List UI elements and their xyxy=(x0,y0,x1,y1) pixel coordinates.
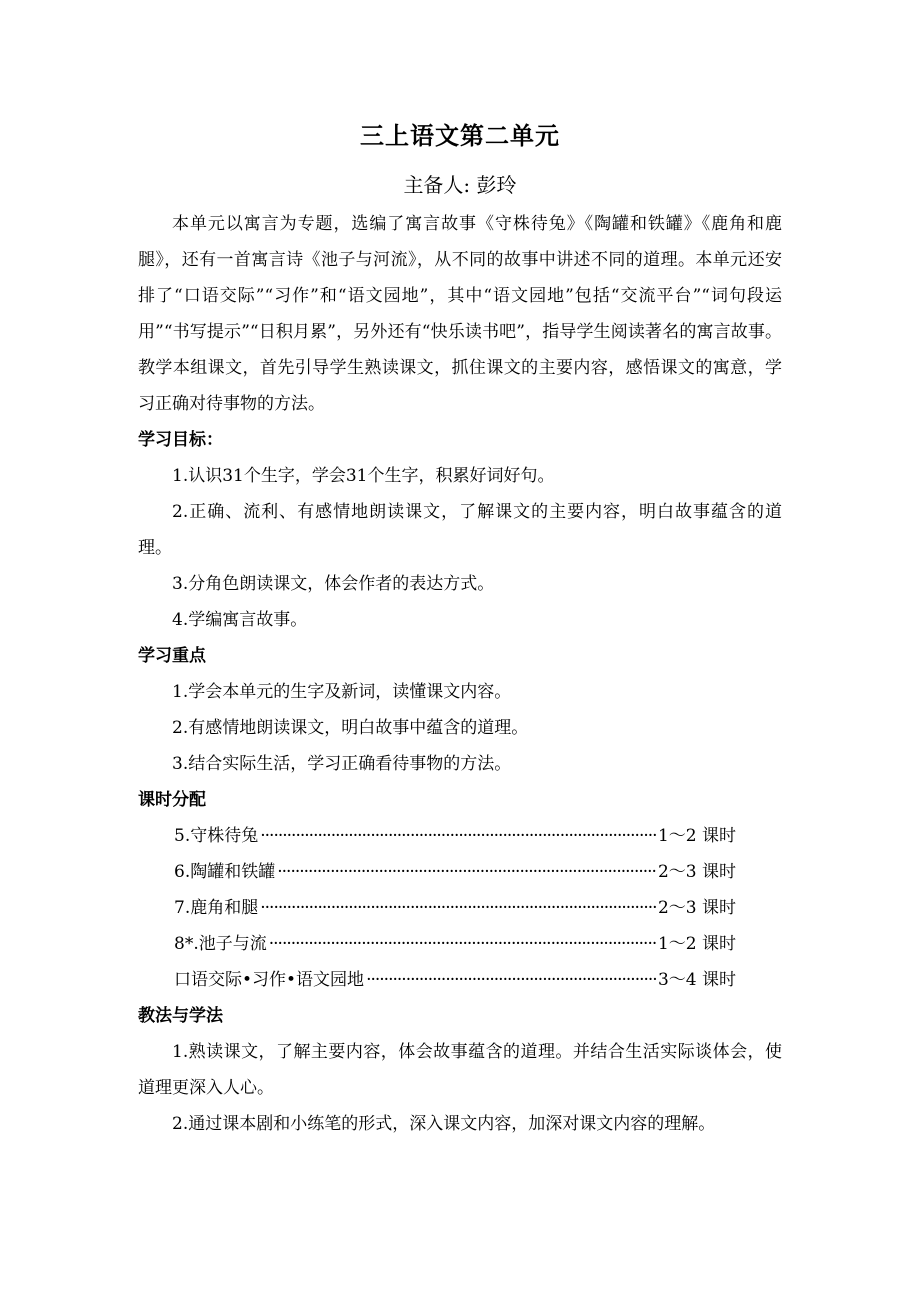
leader-dots xyxy=(277,854,656,890)
schedule-hours: 3～4 课时 xyxy=(657,970,736,990)
key-point-item: 3.结合实际生活，学习正确看待事物的方法。 xyxy=(172,754,512,774)
schedule-hours: 2～3 课时 xyxy=(657,898,736,918)
key-points-heading: 学习重点 xyxy=(138,646,206,666)
methods-heading: 教法与学法 xyxy=(138,1006,223,1026)
schedule-hours: 1～2 课时 xyxy=(657,934,736,954)
schedule-hours: 2～3 课时 xyxy=(657,862,736,882)
schedule-lesson: 5.守株待兔 xyxy=(174,826,259,846)
schedule-lesson: 6.陶罐和铁罐 xyxy=(174,862,276,882)
schedule-row xyxy=(174,818,736,854)
method-item: 2.通过课本剧和小练笔的形式，深入课文内容，加深对课文内容的理解。 xyxy=(172,1114,716,1134)
document-body xyxy=(138,206,782,1142)
schedule-hours: 1～2 课时 xyxy=(657,826,736,846)
method-item: 1.熟读课文，了解主要内容，体会故事蕴含的道理。并结合生活实际谈体会，使道理更深入人心。 xyxy=(138,1042,782,1098)
document-title: 三上语文第二单元 xyxy=(360,122,560,150)
leader-dots xyxy=(260,890,656,926)
leader-dots xyxy=(269,926,656,962)
schedule-row xyxy=(174,926,736,962)
goal-item: 1.认识31个生字，学会31个生字，积累好词好句。 xyxy=(172,466,555,486)
intro-paragraph: 本单元以寓言为专题，选编了寓言故事《守株待兔》《陶罐和铁罐》《鹿角和鹿腿》，还有一首寓言诗《池子与河流》，从不同的故事中讲述不同的道理。本单元还安排了“口语交际”“习作”和“语文园地”，其中“语文园地”包括“交流平台”“词句段运用”“书写提示”“日积月累”，另外还有“快乐读书吧”，指导学生阅读著名的寓言故事。教学本组课文，首先引导学生熟读课文，抓住课文的主要内容，感悟课文的寓意，学习正确对待事物的方法。 xyxy=(138,214,782,414)
leader-dots xyxy=(260,818,656,854)
key-point-item: 2.有感情地朗读课文，明白故事中蕴含的道理。 xyxy=(172,718,529,738)
schedule-heading: 课时分配 xyxy=(138,790,206,810)
goal-item: 2.正确、流利、有感情地朗读课文，了解课文的主要内容，明白故事蕴含的道理。 xyxy=(138,502,782,558)
schedule-row xyxy=(174,890,736,926)
schedule-lesson: 7.鹿角和腿 xyxy=(174,898,259,918)
leader-dots xyxy=(366,962,656,998)
schedule-lesson: 8*.池子与流 xyxy=(174,934,267,954)
schedule-lesson: 口语交际•习作•语文园地 xyxy=(174,970,365,990)
goal-item: 3.分角色朗读课文，体会作者的表达方式。 xyxy=(172,574,495,594)
goal-item: 4.学编寓言故事。 xyxy=(172,610,308,630)
author-line: 主备人: 彭玲 xyxy=(403,173,517,197)
key-point-item: 1.学会本单元的生字及新词，读懂课文内容。 xyxy=(172,682,512,702)
schedule-row xyxy=(174,854,736,890)
schedule-row xyxy=(174,962,736,998)
goals-heading: 学习目标： xyxy=(138,430,223,450)
